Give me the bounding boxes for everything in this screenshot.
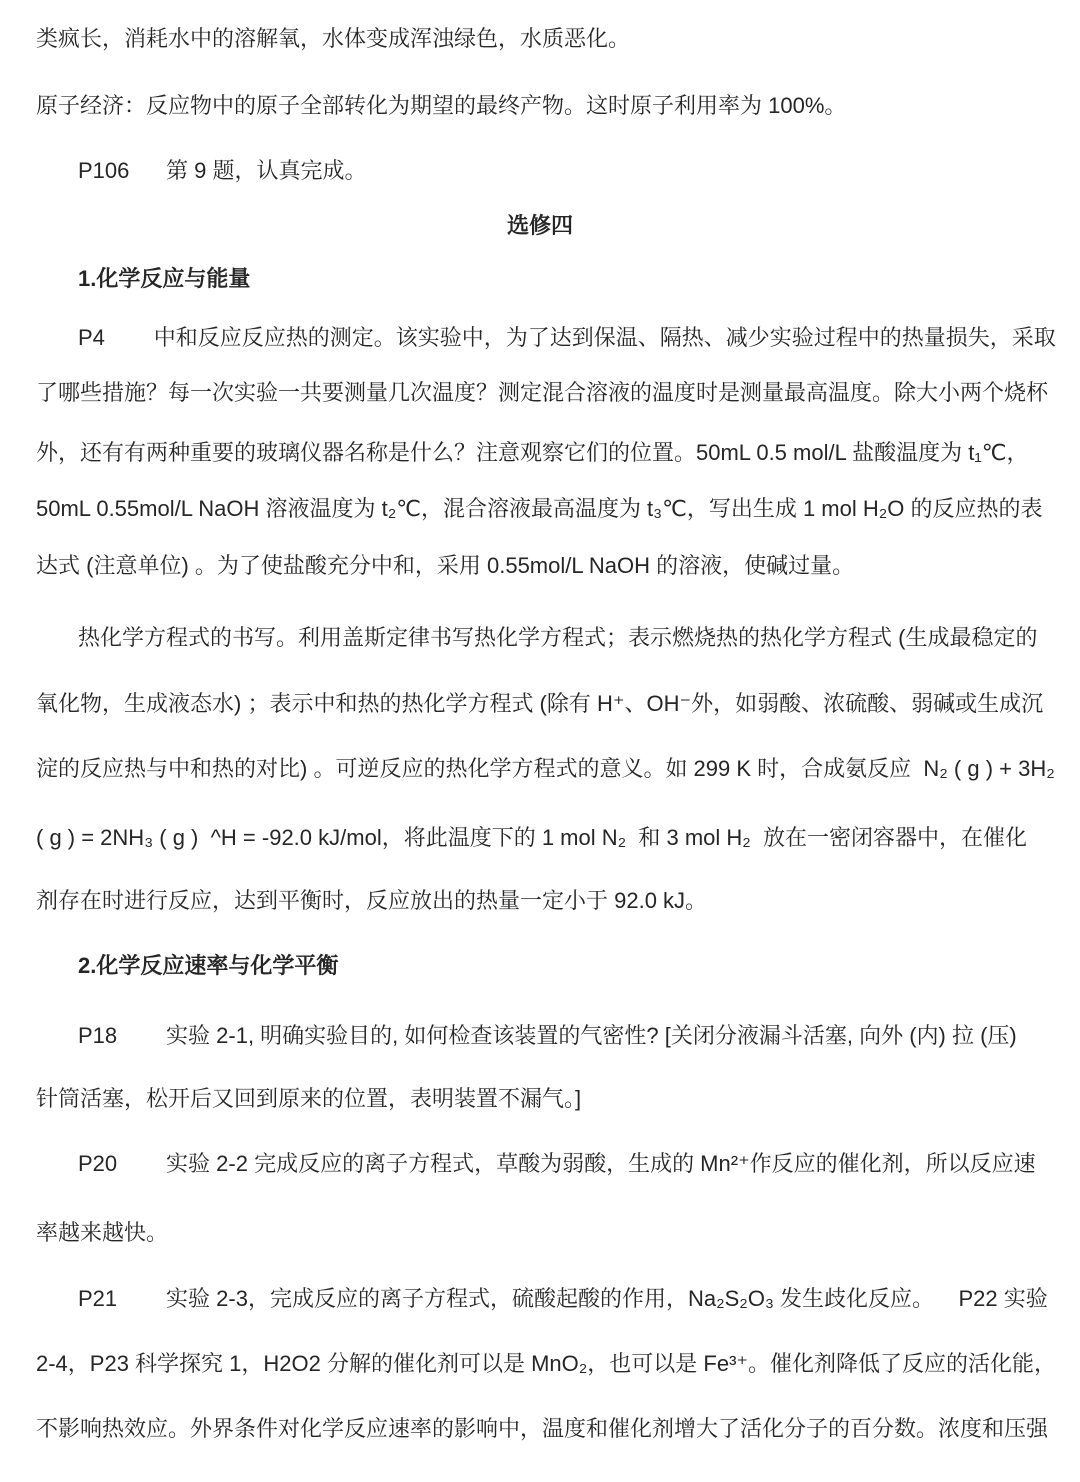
- text-line-units-excess-base: 达式 (注意单位) 。为了使盐酸充分中和，采用 0.55mol/L NaOH 的溶液，使碱过量。: [36, 553, 855, 578]
- text-line-rate-faster: 率越来越快。: [36, 1220, 169, 1245]
- text-line-p18-airtightness: P18 实验 2-1, 明确实验目的, 如何检查该装置的气密性? [关闭分液漏斗活塞, 向外 (内) 拉 (压): [78, 1023, 1017, 1048]
- text-line-p21-disproportionation: P21 实验 2-3，完成反应的离子方程式，硫酸起酸的作用，Na₂S₂O₃ 发生歧化反应。 P22 实验: [78, 1286, 1048, 1311]
- text-line-heat-less-than-92kj: 剂存在时进行反应，达到平衡时，反应放出的热量一定小于 92.0 kJ。: [36, 888, 708, 913]
- text-line-naoh-temp-expression: 50mL 0.55mol/L NaOH 溶液温度为 t₂℃，混合溶液最高温度为 t₃℃，写出生成 1 mol H₂O 的反应热的表: [36, 496, 1043, 521]
- text-line-glassware-hcl-temp: 外，还有有两种重要的玻璃仪器名称是什么？注意观察它们的位置。50mL 0.5 mol/L 盐酸温度为 t₁℃，: [36, 440, 1029, 465]
- text-line-reversible-ammonia: 淀的反应热与中和热的对比) 。可逆反应的热化学方程式的意义。如 299 K 时，合成氨反应 N₂ ( g ) + 3H₂: [36, 756, 1055, 781]
- section-title-elective-4: 选修四: [506, 213, 573, 238]
- heading-1-reaction-and-energy: 1.化学反应与能量: [78, 266, 251, 291]
- text-line-p20-oxalic-acid: P20 实验 2-2 完成反应的离子方程式，草酸为弱酸，生成的 Mn²⁺作反应的催化剂，所以反应速: [78, 1151, 1036, 1176]
- text-line-enthalpy-equation: ( g ) = 2NH₃ ( g ) ^H = -92.0 kJ/mol，将此温度下的 1 mol N₂ 和 3 mol H₂ 放在一密闭容器中，在催化: [36, 825, 1028, 850]
- text-line-atom-economy: 原子经济：反应物中的原子全部转化为期望的最终产物。这时原子利用率为 100%。: [36, 93, 847, 118]
- text-line-measures-temps: 了哪些措施？每一次实验一共要测量几次温度？测定混合溶液的温度时是测量最高温度。除大小两个烧杯: [36, 380, 1049, 405]
- heading-2-rate-and-equilibrium: 2.化学反应速率与化学平衡: [78, 953, 339, 978]
- text-line-thermochemical-writing: 热化学方程式的书写。利用盖斯定律书写热化学方程式；表示燃烧热的热化学方程式 (生成最稳定的: [78, 625, 1038, 650]
- text-line-algae-growth: 类疯长，消耗水中的溶解氧，水体变成浑浊绿色，水质恶化。: [36, 26, 631, 51]
- text-line-activation-molecules: 不影响热效应。外界条件对化学反应速率的影响中，温度和催化剂增大了活化分子的百分数。浓度和压强: [36, 1416, 1049, 1441]
- text-line-p4-neutralization-heat: P4 中和反应反应热的测定。该实验中，为了达到保温、隔热、减少实验过程中的热量损失，采取: [78, 325, 1056, 350]
- text-line-p106-task: P106 第 9 题，认真完成。: [78, 158, 367, 183]
- text-line-oxide-liquid-water: 氧化物，生成液态水) ；表示中和热的热化学方程式 (除有 H⁺、OH⁻外，如弱酸、浓硫酸、弱碱或生成沉: [36, 691, 1044, 716]
- text-line-h2o2-catalyst: 2-4，P23 科学探究 1，H2O2 分解的催化剂可以是 MnO₂，也可以是 Fe³⁺。催化剂降低了反应的活化能，: [36, 1351, 1057, 1376]
- text-line-syringe-piston: 针筒活塞，松开后又回到原来的位置，表明装置不漏气。]: [36, 1086, 582, 1111]
